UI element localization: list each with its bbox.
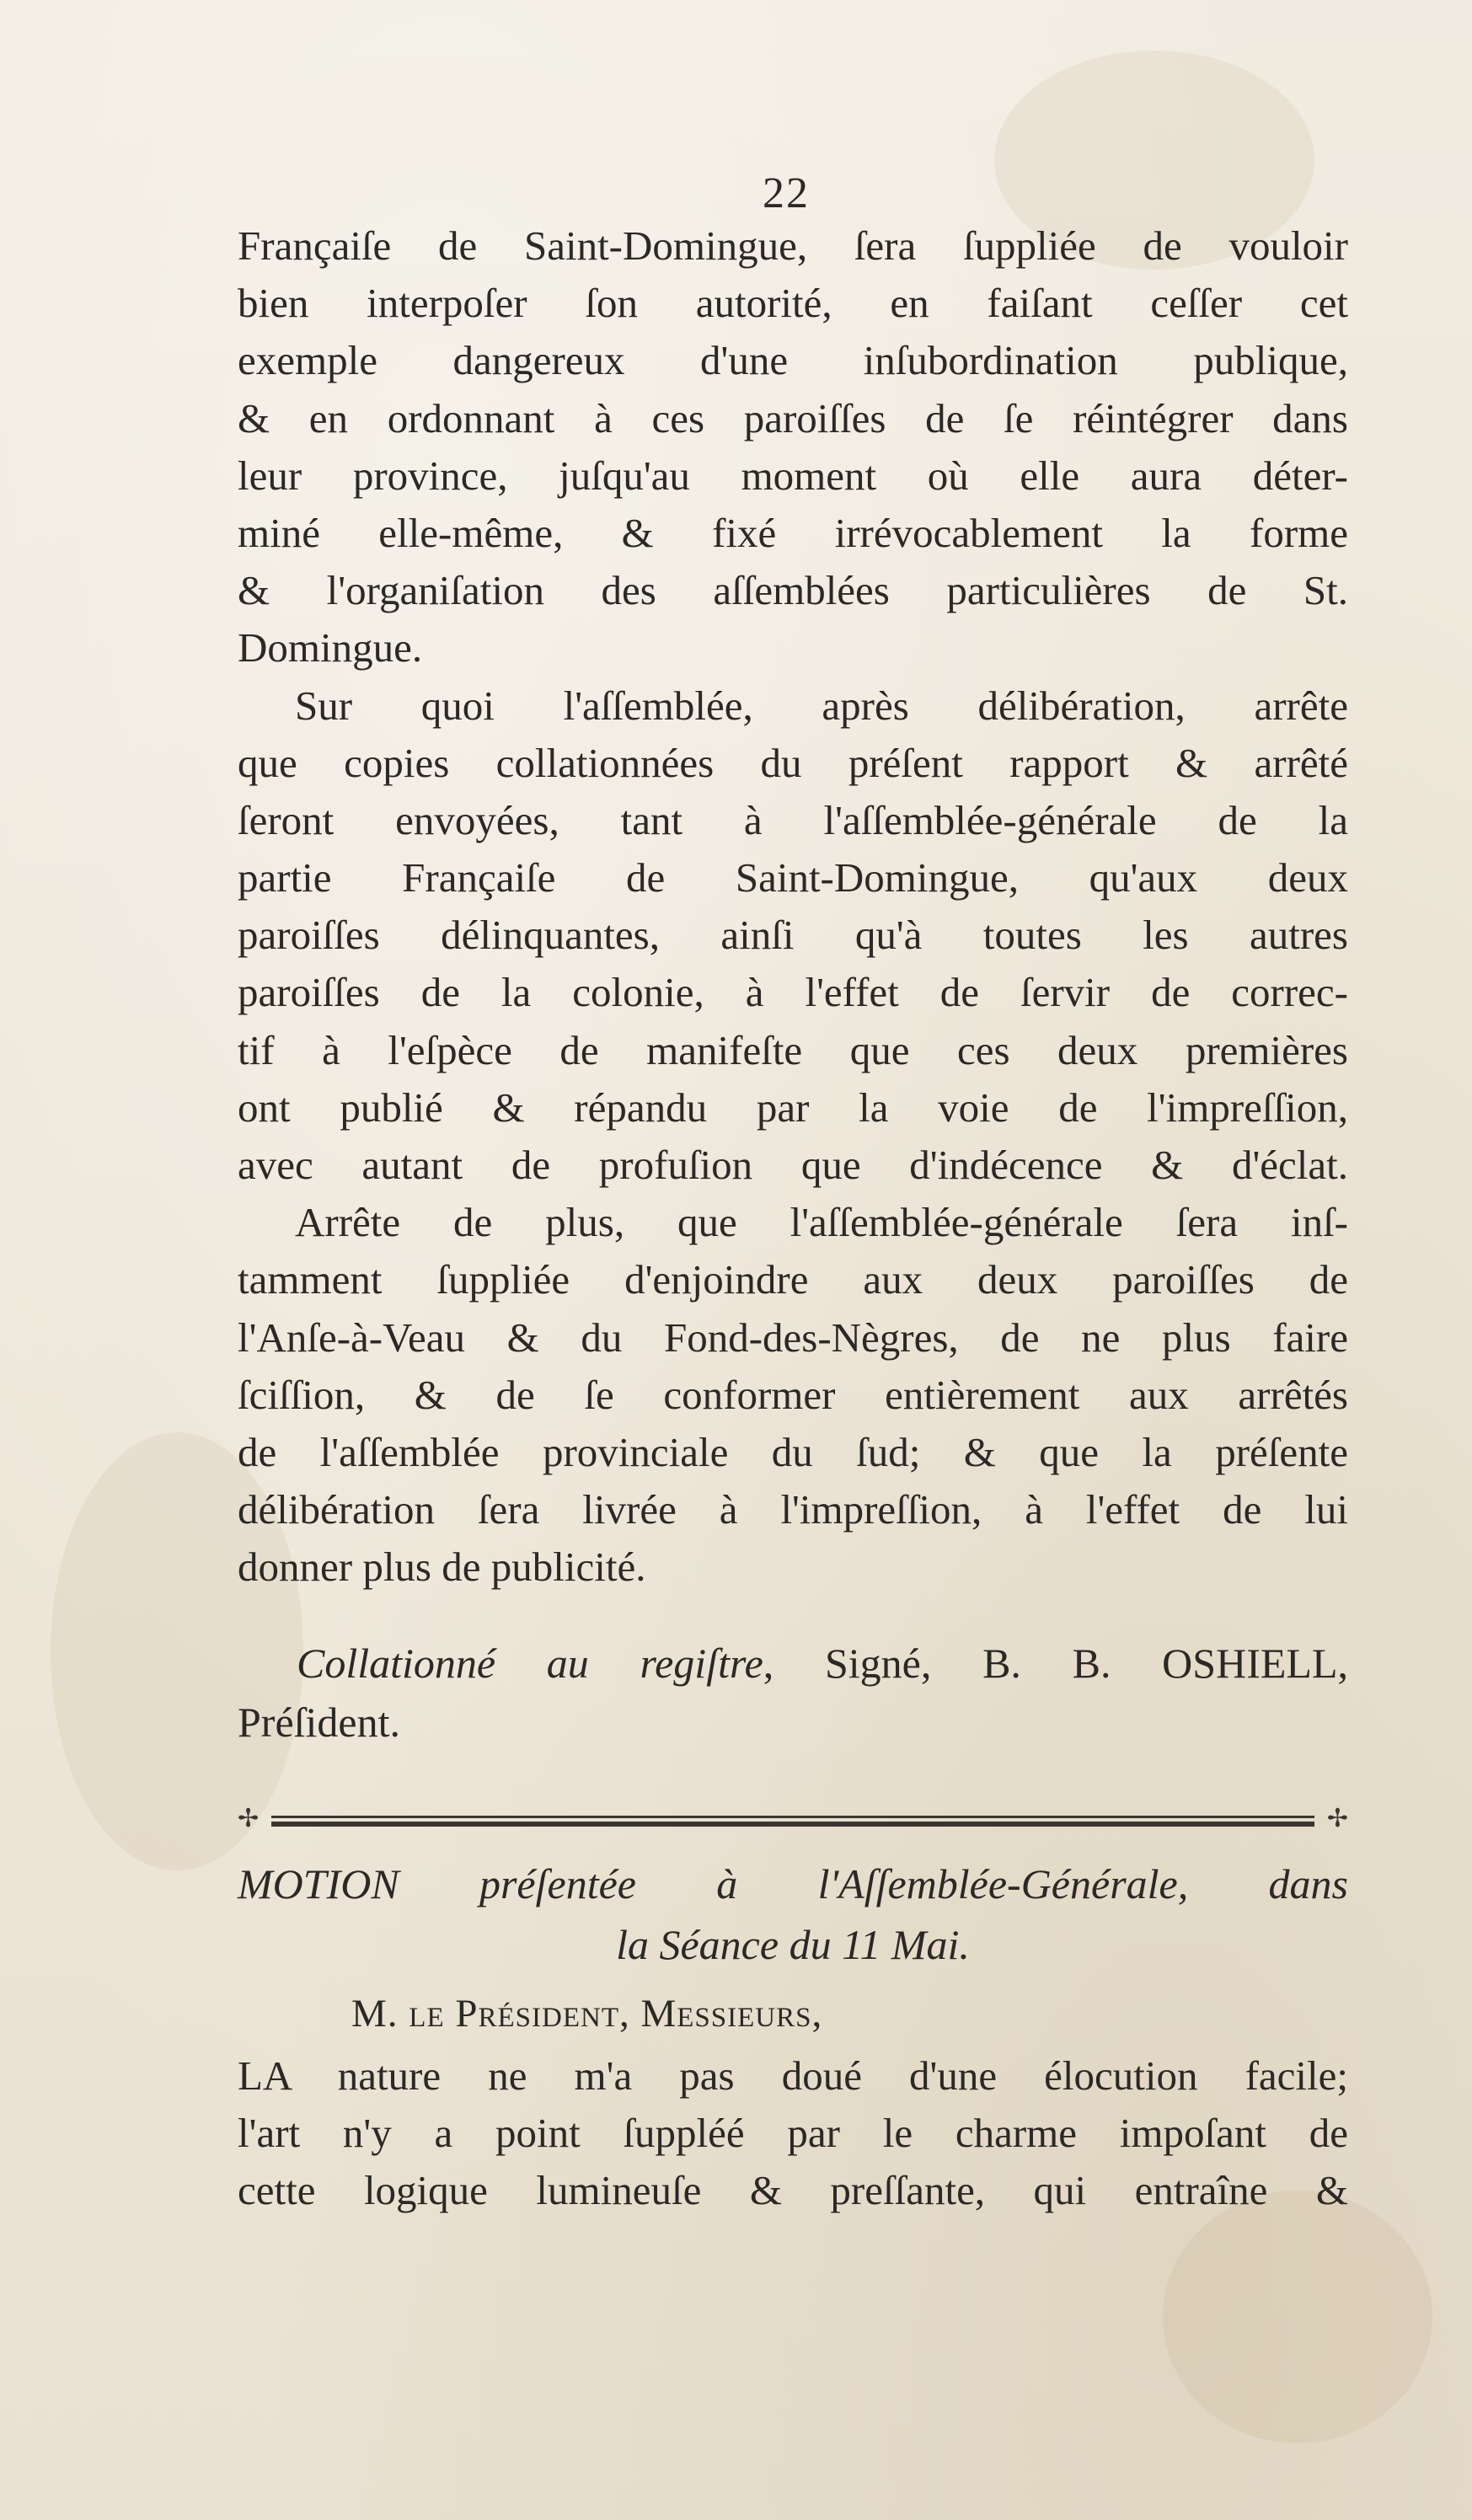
paragraph-3 <box>238 1194 1348 1596</box>
text-line: Sur quoi l'aſſemblée, après délibération, arrête <box>295 682 1348 729</box>
signed-by: , Signé, B. B. OSHIELL, <box>763 1639 1348 1687</box>
text-line: Arrête de plus, que l'aſſemblée-générale ſera inſ- <box>295 1199 1348 1246</box>
text-line: l'art n'y a point ſuppléé par le charme impoſant de <box>238 2110 1348 2156</box>
paragraph-1 <box>238 217 1348 677</box>
text-line: délibération ſera livrée à l'impreſſion, à l'effet de lui <box>238 1486 1348 1533</box>
signature-block <box>238 1634 1348 1752</box>
rule-right-ornament: ✢ <box>1326 1805 1348 1832</box>
page-number: 22 <box>763 169 810 217</box>
ornamental-rule <box>238 1805 1348 1832</box>
signature-line <box>238 1634 1348 1693</box>
text-line: Françaiſe de Saint-Domingue, ſera ſuppliée de vouloir <box>238 222 1348 269</box>
text-line: ont publié & répandu par la voie de l'impreſſion, <box>238 1083 1348 1131</box>
rule-thick-bar <box>271 1822 1314 1827</box>
text-line: & en ordonnant à ces paroiſſes de ſe réintégrer dans <box>238 394 1348 441</box>
rule-thin-bar <box>271 1816 1314 1818</box>
text-line: partie Françaiſe de Saint-Domingue, qu'aux deux <box>238 854 1348 902</box>
motion-heading-line-1: MOTION préſentée à l'Aſſemblée-Générale, dans <box>238 1860 1348 1907</box>
paper-stain <box>1163 2191 1432 2443</box>
text-line: leur province, juſqu'au moment où elle aura déter- <box>238 452 1348 499</box>
spacer <box>238 1597 1348 1634</box>
collation-note: Collationné au regiſtre <box>297 1639 763 1687</box>
text-line: LA nature ne m'a pas doué d'une élocution facile; <box>238 2052 1348 2099</box>
signatory-title: Préſident. <box>238 1698 401 1746</box>
motion-heading-line-2: la Séance du 11 Mai. <box>616 1921 970 1968</box>
paragraph-2 <box>238 677 1348 1195</box>
text-line: paroiſſes délinquantes, ainſi qu'à toutes les autres <box>238 912 1348 959</box>
motion-section <box>238 1854 1348 2219</box>
text-line: bien interpoſer ſon autorité, en faiſant ceſſer cet <box>238 280 1348 327</box>
text-line: tamment ſuppliée d'enjoindre aux deux paroiſſes de <box>238 1256 1348 1303</box>
rule-left-ornament: ✢ <box>238 1805 260 1832</box>
text-line: de l'aſſemblée provinciale du ſud; & que la préſente <box>238 1428 1348 1475</box>
text-line: miné elle-même, & fixé irrévocablement la forme <box>238 509 1348 556</box>
text-line: & l'organiſation des aſſemblées particulières de St. <box>238 567 1348 614</box>
text-line: ſeront envoyées, tant à l'aſſemblée-générale de la <box>238 796 1348 843</box>
salutation: M. le Président, Messieurs, <box>351 1992 823 2036</box>
text-line: donner plus de publicité. <box>238 1544 646 1591</box>
text-line: Domingue. <box>238 624 423 671</box>
text-line: tif à l'eſpèce de manifeſte que ces deux premières <box>238 1026 1348 1073</box>
text-line: que copies collationnées du préſent rapport & arrêté <box>238 739 1348 786</box>
main-text <box>238 217 1348 1752</box>
text-line: cette logique lumineuſe & preſſante, qui entraîne & <box>238 2167 1348 2213</box>
text-line: avec autant de profuſion que d'indécence & d'éclat. <box>238 1142 1348 1188</box>
text-line: exemple dangereux d'une inſubordination publique, <box>238 337 1348 384</box>
text-line: ſciſſion, & de ſe conformer entièrement aux arrêtés <box>238 1371 1348 1418</box>
text-line: l'Anſe-à-Veau & du Fond-des-Nègres, de ne plus faire <box>238 1314 1348 1361</box>
text-line: paroiſſes de la colonie, à l'effet de ſervir de correc- <box>238 969 1348 1016</box>
